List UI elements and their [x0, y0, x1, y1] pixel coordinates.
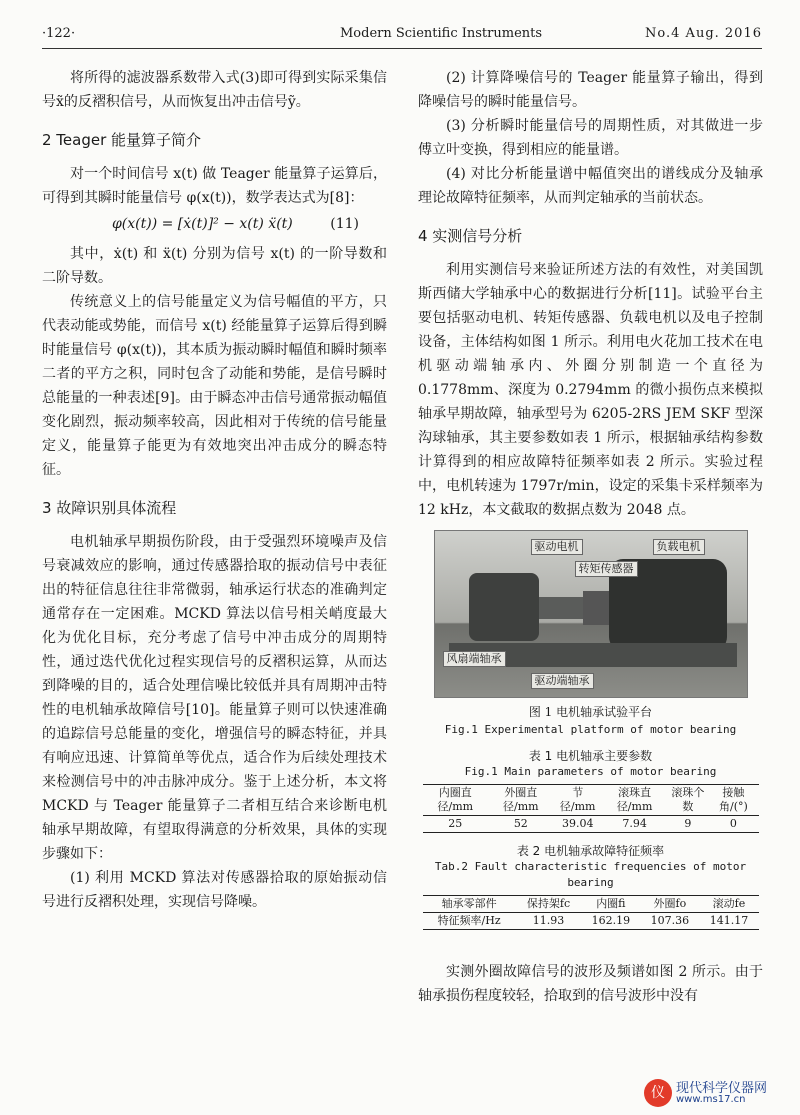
- table-2: [423, 895, 759, 930]
- table-header-cell: 保持架fc: [526, 897, 571, 910]
- figure-1-caption-cn: 图 1 电机轴承试验平台: [528, 705, 653, 719]
- table-1-caption-en: Fig.1 Main parameters of motor bearing: [464, 765, 717, 778]
- label-drive-bearing: 驱动端轴承: [531, 673, 594, 689]
- table-row: [423, 816, 759, 833]
- table-header-cell: 外圈直径/mm: [503, 786, 539, 813]
- table-header-cell: 外圈fo: [653, 897, 687, 910]
- intro-paragraph: 将所得的滤波器系数带入式(3)即可得到实际采集信号x̃的反褶积信号，从而恢复出冲击信号ỹ。: [42, 70, 387, 110]
- closing-paragraph: 实测外圈故障信号的波形及频谱如图 2 所示。由于轴承损伤程度较轻，拾取到的信号波形中没有: [418, 964, 763, 1004]
- table-header-row: [423, 785, 759, 816]
- watermark-url: www.ms17.cn: [676, 1094, 746, 1105]
- table-cell: 141.17: [709, 914, 749, 927]
- page-header: [42, 24, 762, 46]
- table-cell: 39.04: [561, 817, 594, 830]
- table-cell: 11.93: [532, 914, 565, 927]
- section-4-heading: 4 实测信号分析: [418, 227, 523, 245]
- table-cell: 107.36: [650, 914, 690, 927]
- watermark-badge-icon: 仪: [644, 1079, 672, 1107]
- label-load-motor: 负载电机: [653, 539, 705, 555]
- table-row: [423, 913, 759, 930]
- table-cell: 特征频率/Hz: [437, 914, 501, 927]
- table-cell: 7.94: [622, 817, 647, 830]
- right-column: [418, 66, 763, 1008]
- table-2-caption-cn: 表 2 电机轴承故障特征频率: [516, 844, 665, 858]
- section-2-paragraph-2: 其中，ẋ(t) 和 ẍ(t) 分别为信号 x(t) 的一阶导数和二阶导数。: [42, 246, 387, 286]
- watermark-title: 现代科学仪器网: [676, 1081, 768, 1096]
- table-header-cell: 接触角/(°): [719, 786, 748, 813]
- table-cell: 25: [448, 817, 463, 830]
- table-header-cell: 内圈直径/mm: [437, 786, 474, 813]
- table-header-cell: 滚动fe: [712, 897, 746, 910]
- table-header-cell: 节径/mm: [559, 786, 596, 813]
- table-cell: 0: [729, 817, 737, 830]
- left-column: [42, 66, 387, 914]
- table-header-cell: 轴承零部件: [441, 897, 497, 910]
- page-number: ·122·: [42, 26, 76, 41]
- table-header-cell: 内圈fi: [596, 897, 626, 910]
- step-2: (2) 计算降噪信号的 Teager 能量算子输出，得到降噪信号的瞬时能量信号。: [418, 70, 763, 110]
- drive-motor-shape: [469, 573, 539, 641]
- table-header-cell: 滚珠个数: [671, 786, 705, 813]
- label-torque-sensor: 转矩传感器: [575, 561, 638, 577]
- equation-number: (11): [330, 216, 359, 232]
- step-1: (1) 利用 MCKD 算法对传感器拾取的原始振动信号进行反褶积处理，实现信号降噪。: [42, 870, 387, 910]
- issue-info: No.4 Aug. 2016: [645, 26, 762, 41]
- section-2-paragraph-3: 传统意义上的信号能量定义为信号幅值的平方，只代表动能或势能，而信号 x(t) 经能量算子运算后得到瞬时能量信号 φ(x(t))，其本质为振动瞬时幅值和瞬时频率二者的平方之积，同时包含了动能和势能，是信号瞬时总能量的一种表述[9]。由于瞬态冲击信号通常振动幅值变化剧烈，振动频率较高，因此相对于传统的信号能量定义，能量算子能更为有效地突出冲击成分的瞬态特征。: [42, 294, 387, 478]
- section-2-heading: 2 Teager 能量算子简介: [42, 131, 202, 149]
- section-4-paragraph: 利用实测信号来验证所述方法的有效性，对美国凯斯西储大学轴承中心的数据进行分析[11]。试验平台主要包括驱动电机、转矩传感器、负载电机以及电子控制设备，主体结构如图 1 所示。利用电火花加工技术在电机驱动端轴承内、外圈分别制造一个直径为 0.1778mm、深度为 0.2794mm 的微小损伤点来模拟轴承早期故障，轴承型号为 6205-2RS JEM SKF 型深沟球轴承，其主要参数如表 1 所示，根据轴承结构参数计算得到的相应故障特征频率如表 2 所示。实验过程中，电机转速为 1797r/min，设定的采集卡采样频率为 12 kHz，本文截取的数据点数为 2048 点。: [418, 262, 763, 518]
- equation-body: φ(x(t)) = [ẋ(t)]² − x(t) ẍ(t): [112, 216, 293, 232]
- table-cell: 9: [684, 817, 692, 830]
- label-drive-motor: 驱动电机: [531, 539, 583, 555]
- equation-11: [42, 212, 387, 236]
- figure-1-caption-en: Fig.1 Experimental platform of motor bearing: [444, 723, 737, 736]
- table-2-caption-en: Tab.2 Fault characteristic frequencies of motor bearing: [434, 860, 747, 889]
- step-4: (4) 对比分析能量谱中幅值突出的谱线成分及轴承理论故障特征频率，从而判定轴承的当前状态。: [418, 166, 763, 206]
- section-3-paragraph: 电机轴承早期损伤阶段，由于受强烈环境噪声及信号衰减效应的影响，通过传感器拾取的振动信号中表征出的特征信息往往非常微弱，轴承运行状态的准确判定通常存在一定困难。MCKD 算法以信号相关峭度最大化为优化目标，充分考虑了信号中冲击成分的周期特性，通过迭代优化过程实现信号的反褶积运算，从而达到降噪的目的，适合处理信噪比较低并具有周期冲击特性的电机轴承故障信号[10]。能量算子则可以快速准确的追踪信号总能量的变化，增强信号的瞬态特征，并具有响应迅速、计算简单等优点，适合作为后续处理技术来检测信号中的冲击脉冲成分。鉴于上述分析，本文将 MCKD 与 Teager 能量算子二者相互结合来诊断电机轴承早期故障，有望取得满意的分析效果，具体的实现步骤如下：: [42, 534, 387, 862]
- table-cell: 162.19: [591, 914, 631, 927]
- journal-title: Modern Scientific Instruments: [340, 26, 543, 41]
- table-header-row: [423, 896, 759, 913]
- test-platform-photo: [434, 530, 748, 698]
- label-fan-bearing: 风扇端轴承: [443, 651, 506, 667]
- figure-1: [418, 530, 763, 738]
- table-cell: 52: [513, 817, 528, 830]
- section-3-heading: 3 故障识别具体流程: [42, 499, 177, 517]
- coupling-shape: [539, 597, 583, 619]
- watermark-logo: [644, 1077, 794, 1109]
- step-3: (3) 分析瞬时能量信号的周期性质，对其做进一步傅立叶变换，得到相应的能量谱。: [418, 118, 763, 158]
- table-1-caption-cn: 表 1 电机轴承主要参数: [528, 749, 653, 763]
- table-header-cell: 滚珠直径/mm: [616, 786, 653, 813]
- header-rule: [42, 48, 762, 49]
- torque-sensor-shape: [583, 591, 609, 625]
- table-1: [423, 784, 759, 833]
- section-2-paragraph-1: 对一个时间信号 x(t) 做 Teager 能量算子运算后，可得到其瞬时能量信号 φ(x(t))，数学表达式为[8]：: [42, 166, 387, 206]
